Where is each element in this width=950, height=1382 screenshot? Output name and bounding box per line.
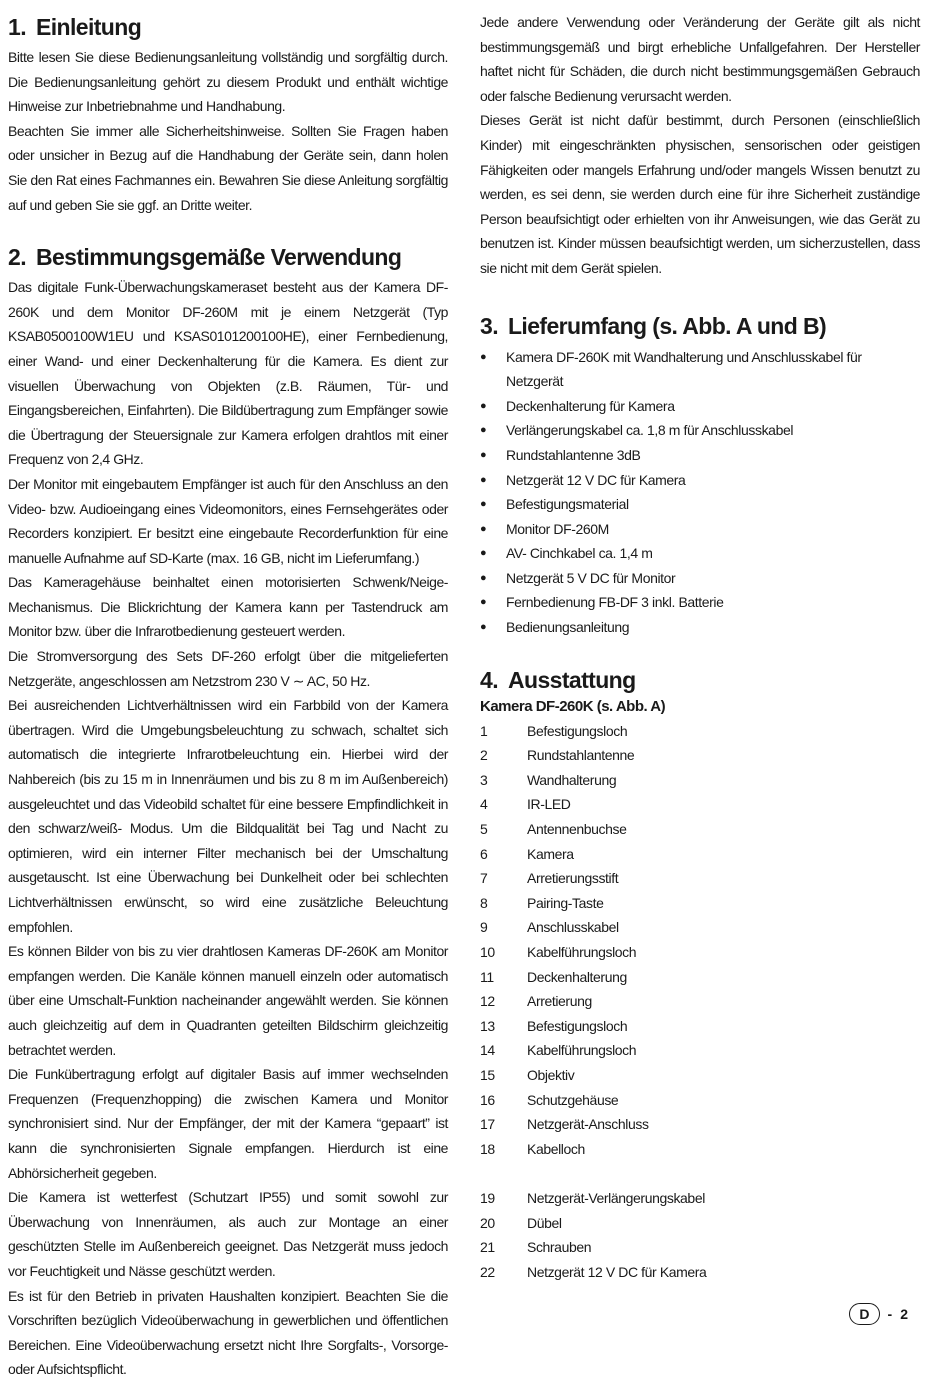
part-label: Befestigungsloch: [527, 1017, 628, 1034]
list-item: ● Rundstahlantenne 3dB: [480, 443, 920, 468]
list-item: ● Netzgerät 5 V DC für Monitor: [480, 566, 920, 591]
paragraph: Beachten Sie immer alle Sicherheitshinweise. Sollten Sie Fragen haben oder unsicher in Bezug auf die Handhabung der Geräte sein, dann holen Sie den Rat eines Fachmannes ein. Bewahren Sie diese Anleitung sorgfältig auf und geben Sie sie ggf. an Dritte weiter.: [8, 122, 448, 213]
paragraph: Das digitale Funk-Überwachungskameraset besteht aus der Kamera DF-260K und dem Monitor DF-260M mit je einem Netzgerät (Typ KSAB0500100W1EU und KSAS0101200100HE), einer Fernbedienung, einer Wand- und einer Deckenhalterung für die Kamera. Es dient zur visuellen Überwachung von Objekten (z.B. Räumen, Tür- und Eingangsbereichen, Einfahrten). Die Bildübertragung zum Empfänger sowie die Übertragung der Steuersignale zur Kamera erfolgen drahtlos mit einer Frequenz von 2,4 GHz.: [8, 279, 448, 468]
part-label: Kabelführungsloch: [527, 944, 637, 960]
part-row: [480, 817, 920, 842]
part-number: 18: [480, 1140, 495, 1157]
part-number: 21: [480, 1239, 495, 1256]
section-3-heading: [480, 311, 920, 341]
part-row: [480, 1063, 920, 1088]
section-4-subtitle: Kamera DF-260K (s. Abb. A): [480, 697, 666, 715]
paragraph: Es ist für den Betrieb in privaten Haushalten konzipiert. Beachten Sie die Vorschriften bezüglich Videoüberwachung in gewerblichen und öffentlichen Bereichen. Eine Videoüberwachung ersetzt nicht Ihre Sorgfalts-, Vorsorge- oder Aufsichtspflicht.: [8, 1287, 448, 1378]
part-label: IR-LED: [527, 796, 571, 813]
part-row: [480, 1038, 920, 1063]
delivery-contents-list: [480, 345, 920, 640]
part-row: [480, 842, 920, 867]
paragraph: Dieses Gerät ist nicht dafür bestimmt, durch Personen (einschließlich Kinder) mit eingeschränkten physischen, sensorischen oder geistigen Fähigkeiten oder mangels Erfahrung und/oder mangels Wissen benutzt zu werden, es sei denn, sie werden durch eine für ihre Sicherheit zuständige Person beaufsichtigt oder erhielten von ihr Anweisungen, wie das Gerät zu benutzen ist. Kinder müssen beaufsichtigt werden, um sicherzustellen, dass sie nicht mit dem Gerät spielen.: [480, 112, 920, 276]
part-row: [480, 940, 920, 965]
page-number: 2: [900, 1306, 908, 1322]
part-number: 7: [480, 870, 488, 887]
language-badge: D: [849, 1303, 879, 1325]
part-row: [480, 743, 920, 768]
part-number: 14: [480, 1042, 495, 1059]
part-number: 16: [480, 1091, 495, 1108]
part-number: 1: [480, 722, 488, 739]
part-label: Dübel: [527, 1214, 562, 1231]
part-label: Befestigungsloch: [527, 722, 628, 739]
part-number: 2: [480, 747, 488, 764]
part-row: [480, 1186, 920, 1211]
paragraph: Die Stromversorgung des Sets DF-260 erfolgt über die mitgelieferten Netzgeräte, angeschlossen am Netzstrom 230 V ∼ AC, 50 Hz.: [8, 648, 448, 689]
part-row: [480, 1088, 920, 1113]
list-spacer: [480, 1161, 920, 1186]
part-number: 8: [480, 894, 488, 911]
paragraph: Jede andere Verwendung oder Veränderung der Geräte gilt als nicht bestimmungsgemäß und birgt erhebliche Unfallgefahren. Der Hersteller haftet nicht für Schäden, die durch nicht bestimmungsgemäßen Gebrauch oder falsche Bedienung verursacht werden.: [480, 14, 920, 104]
part-row: [480, 1235, 920, 1260]
section-4-number: 4.: [480, 666, 498, 693]
part-label: Arretierungsstift: [527, 870, 619, 887]
section-2-heading: [8, 242, 448, 272]
paragraph: Bitte lesen Sie diese Bedienungsanleitung vollständig und sorgfältig durch. Die Bedienungsanleitung gehört zu diesem Produkt und enthält wichtige Hinweise zur Inbetriebnahme und Handhabung.: [8, 49, 448, 115]
part-label: Kamera: [527, 845, 574, 862]
section-2-number: 2.: [8, 244, 26, 271]
part-row: [480, 915, 920, 940]
part-number: 13: [480, 1017, 495, 1034]
part-number: 9: [480, 919, 488, 936]
part-label: Wandhalterung: [527, 771, 617, 788]
part-row: [480, 1014, 920, 1039]
list-item: ● Kamera DF-260K mit Wandhalterung und Anschlusskabel für Netzgerät: [480, 345, 920, 394]
part-label: Netzgerät-Verlängerungskabel: [527, 1189, 705, 1206]
part-label: Netzgerät 12 V DC für Kamera: [527, 1263, 707, 1280]
part-number: 20: [480, 1214, 495, 1231]
part-number: 11: [480, 968, 494, 985]
paragraph: Die Kamera ist wetterfest (Schutzart IP55) und somit sowohl zur Überwachung von Innenräumen, als auch zur Montage an einer geschützten Stelle im Außenbereich geeignet. Das Netzgerät muss jedoch vor Feuchtigkeit und Nässe geschützt werden.: [8, 1189, 448, 1279]
part-label: Kabelloch: [527, 1140, 585, 1157]
part-number: 6: [480, 845, 488, 862]
part-row: [480, 891, 920, 916]
section-1-title: Einleitung: [35, 14, 142, 40]
right-column: [480, 10, 920, 1284]
part-number: 19: [480, 1189, 495, 1206]
part-label: Schrauben: [527, 1239, 592, 1256]
list-item: ● Verlängerungskabel ca. 1,8 m für Anschlusskabel: [480, 418, 920, 443]
list-item: ● Fernbedienung FB-DF 3 inkl. Batterie: [480, 590, 920, 615]
part-row: [480, 1260, 920, 1285]
paragraph: Die Funkübertragung erfolgt auf digitaler Basis auf immer wechselnden Frequenzen (Frequenzhopping) die zwischen Kamera und Monitor synchronisiert sind. Nur der Empfänger, der mit der Kamera “gepaart” ist kann die synchronisierten Signale empfangen. Hierdurch ist eine Abhörsicherheit gegeben.: [8, 1066, 448, 1181]
part-number: 17: [480, 1116, 495, 1133]
part-row: [480, 768, 920, 793]
section-1-number: 1.: [8, 14, 26, 40]
page-footer: [849, 1303, 908, 1325]
parts-list: [480, 719, 920, 1285]
part-row: [480, 1137, 920, 1162]
list-item: ● AV- Cinchkabel ca. 1,4 m: [480, 541, 920, 566]
section-2-title: Bestimmungsgemäße Verwendung: [35, 244, 402, 271]
part-row: [480, 792, 920, 817]
part-label: Schutzgehäuse: [527, 1091, 619, 1108]
left-column: [8, 10, 448, 1382]
section-3-number: 3.: [480, 312, 498, 339]
list-item: ● Deckenhalterung für Kamera: [480, 394, 920, 419]
list-item: ● Monitor DF-260M: [480, 517, 920, 542]
part-row: [480, 989, 920, 1014]
part-label: Antennenbuchse: [527, 821, 627, 838]
list-item: ● Netzgerät 12 V DC für Kamera: [480, 468, 920, 493]
paragraph: Der Monitor mit eingebautem Empfänger ist auch für den Anschluss an den Video- bzw. Audioeingang eines Videomonitors, eines Fernsehgerätes oder Recorders konzipiert. Er besitzt eine eingebaute Recorderfunktion für eine manuelle Aufnahme auf SD-Karte (max. 16 GB, nicht im Lieferumfang.): [8, 475, 448, 566]
part-label: Arretierung: [527, 993, 592, 1010]
page-separator: -: [887, 1306, 893, 1322]
part-label: Rundstahlantenne: [527, 747, 635, 764]
part-label: Anschlusskabel: [527, 919, 619, 936]
paragraph: Es können Bilder von bis zu vier drahtlosen Kameras DF-260K am Monitor empfangen werden. Die Kanäle können manuell einzeln oder automatisch über eine Umschalt-Funktion nacheinander angewählt werden. Sie können auch gleichzeitig auf dem in Quadranten geteilten Bildschirm gleichzeitig betrachtet werden.: [8, 943, 448, 1058]
section-4-title: Ausstattung: [507, 666, 636, 693]
paragraph: Das Kameragehäuse beinhaltet einen motorisierten Schwenk/Neige-Mechanismus. Die Blickrichtung der Kamera kann per Tastendruck am Monitor bzw. über die Infrarotbedienung gesteuert werden.: [8, 574, 448, 640]
part-number: 5: [480, 821, 488, 838]
part-label: Pairing-Taste: [527, 894, 604, 911]
section-1-heading: [8, 12, 448, 42]
part-number: 4: [480, 796, 488, 813]
part-number: 10: [480, 944, 495, 960]
part-number: 15: [480, 1066, 495, 1083]
list-item: ● Bedienungsanleitung: [480, 615, 920, 640]
section-4-heading: [480, 665, 920, 695]
part-label: Deckenhalterung: [527, 968, 627, 985]
part-label: Netzgerät-Anschluss: [527, 1116, 649, 1133]
part-number: 3: [480, 771, 488, 788]
paragraph: Bei ausreichenden Lichtverhältnissen wird ein Farbbild von der Kamera übertragen. Wird die Umgebungsbeleuchtung zu schwach, schaltet sich automatisch die integrierte Infrarotbeleuchtung ein. Hierbei wird der Nahbereich (bis zu 15 m in Innenräumen und bis zu 8 m im Außenbereich) ausgeleuchtet und das Videobild schaltet für eine bessere Empfindlichkeit in den schwarz/weiß- Modus. Um die Bildqualität bei Tag und Nacht zu optimieren, wird ein interner Filter mechanisch bei der Umschaltung ausgetauscht. Ist eine Überwachung bei Dunkelheit oder bei schlechten Lichtverhältnissen erwünscht, so wird eine zusätzliche Beleuchtung empfohlen.: [8, 697, 448, 935]
part-row: [480, 1211, 920, 1236]
part-row: [480, 866, 920, 891]
part-number: 12: [480, 993, 495, 1010]
part-label: Kabelführungsloch: [527, 1042, 637, 1059]
part-row: [480, 965, 920, 990]
part-row: [480, 1112, 920, 1137]
part-number: 22: [480, 1263, 495, 1280]
part-row: [480, 719, 920, 744]
section-3-title: Lieferumfang (s. Abb. A und B): [507, 312, 827, 339]
list-item: ● Befestigungsmaterial: [480, 492, 920, 517]
part-label: Objektiv: [527, 1066, 575, 1083]
